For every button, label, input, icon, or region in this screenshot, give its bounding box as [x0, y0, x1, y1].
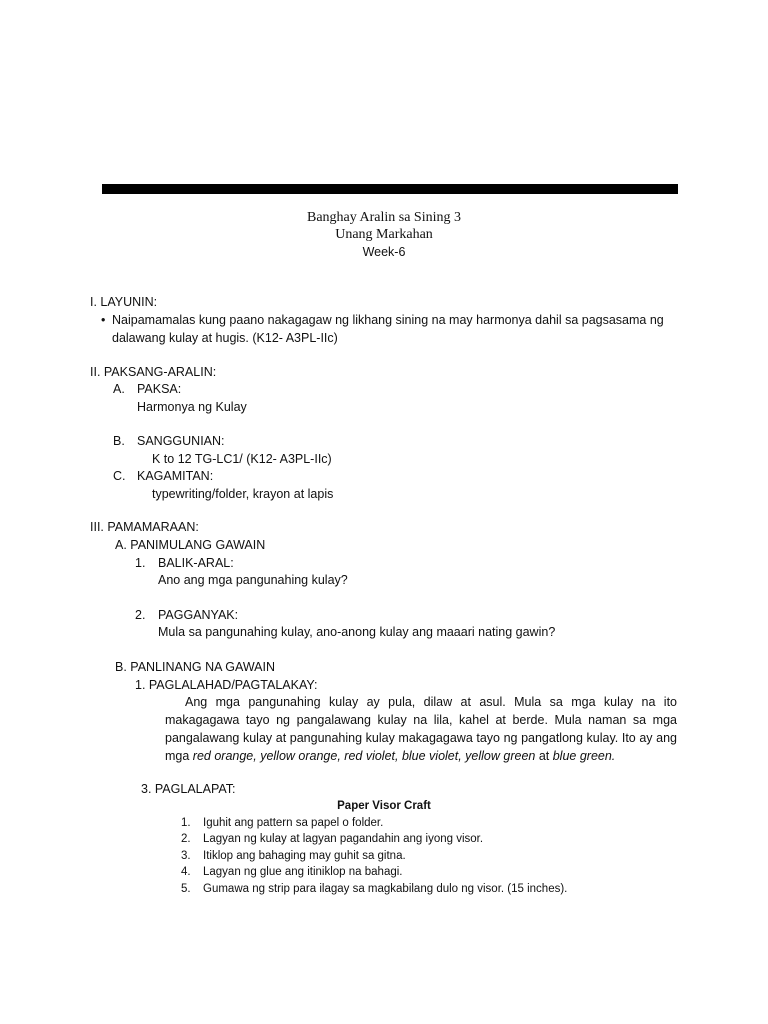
- step-text: Iguhit ang pattern sa papel o folder.: [203, 817, 384, 829]
- balik-aral-title: BALIK-ARAL:: [158, 556, 234, 570]
- kagamitan-label: C.: [113, 469, 126, 483]
- step-text: Itiklop ang bahaging may guhit sa gitna.: [203, 850, 406, 862]
- paragraph-line: pangalawang kulay at pangunahing kulay makagagawa tayo ng pangatlong kulay. Ito ay ang: [165, 731, 677, 745]
- document-week: Week-6: [362, 245, 406, 259]
- sanggunian-value: K to 12 TG-LC1/ (K12- A3PL-IIc): [152, 452, 332, 466]
- document-title: Banghay Aralin sa Sining 3: [307, 210, 461, 225]
- pagganyak-number: 2.: [135, 608, 146, 622]
- paglalahad-paragraph: [165, 693, 677, 765]
- step-number: 5.: [181, 883, 191, 895]
- pamamaraan-heading: III. PAMAMARAAN:: [90, 520, 199, 534]
- step-text: Gumawa ng strip para ilagay sa magkabilang dulo ng visor. (15 inches).: [203, 883, 568, 895]
- sanggunian-label: B.: [113, 434, 125, 448]
- step-number: 1.: [181, 817, 191, 829]
- step-number: 3.: [181, 850, 191, 862]
- paglalapat-heading: 3. PAGLALAPAT:: [141, 782, 236, 796]
- layunin-heading: I. LAYUNIN:: [90, 295, 158, 309]
- paragraph-line: Ang mga pangunahing kulay ay pula, dilaw at asul. Mula sa mga kulay na ito: [185, 695, 677, 709]
- paksa-label: A.: [113, 382, 125, 396]
- step-text: Lagyan ng glue ang itiniklop na bahagi.: [203, 866, 403, 878]
- sanggunian-title: SANGGUNIAN:: [137, 434, 225, 448]
- step-number: 4.: [181, 866, 191, 878]
- craft-title: Paper Visor Craft: [337, 800, 431, 812]
- paglalahad-heading: 1. PAGLALAHAD/PAGTALAKAY:: [135, 678, 318, 692]
- step-text: Lagyan ng kulay at lagyan pagandahin ang iyong visor.: [203, 833, 484, 845]
- top-divider-bar: [102, 184, 678, 194]
- pagganyak-title: PAGGANYAK:: [158, 608, 239, 622]
- layunin-objective-line1: Naipamamalas kung paano nakagagaw ng likhang sining na may harmonya dahil sa pagsasama ng: [112, 313, 664, 327]
- paragraph-line-colors: [165, 747, 677, 765]
- balik-aral-number: 1.: [135, 556, 146, 570]
- panlinang-na-gawain-heading: B. PANLINANG NA GAWAIN: [115, 660, 275, 674]
- bullet-icon: •: [101, 313, 106, 327]
- paksang-aralin-heading: II. PAKSANG-ARALIN:: [90, 365, 217, 379]
- step-number: 2.: [181, 833, 191, 845]
- balik-aral-question: Ano ang mga pangunahing kulay?: [158, 573, 348, 587]
- kagamitan-value: typewriting/folder, krayon at lapis: [152, 487, 334, 501]
- panimulang-gawain-heading: A. PANIMULANG GAWAIN: [115, 538, 266, 552]
- pagganyak-question: Mula sa pangunahing kulay, ano-anong kulay ang maaari nating gawin?: [158, 625, 556, 639]
- paragraph-text: mga: [165, 749, 193, 763]
- kagamitan-title: KAGAMITAN:: [137, 469, 214, 483]
- tertiary-colors-list: red orange, yellow orange, red violet, blue violet, yellow green: [192, 749, 536, 763]
- paksa-title: PAKSA:: [137, 382, 182, 396]
- paragraph-line: makagagawa tayo ng pangalawang kulay na lila, kahel at berde. Mula naman sa mga: [165, 713, 677, 727]
- tertiary-color-last: blue green.: [552, 749, 616, 763]
- document-subtitle: Unang Markahan: [335, 227, 433, 242]
- paksa-value: Harmonya ng Kulay: [137, 400, 247, 414]
- paragraph-text: at: [535, 749, 553, 763]
- layunin-objective-line2: dalawang kulay at hugis. (K12- A3PL-IIc): [112, 331, 338, 345]
